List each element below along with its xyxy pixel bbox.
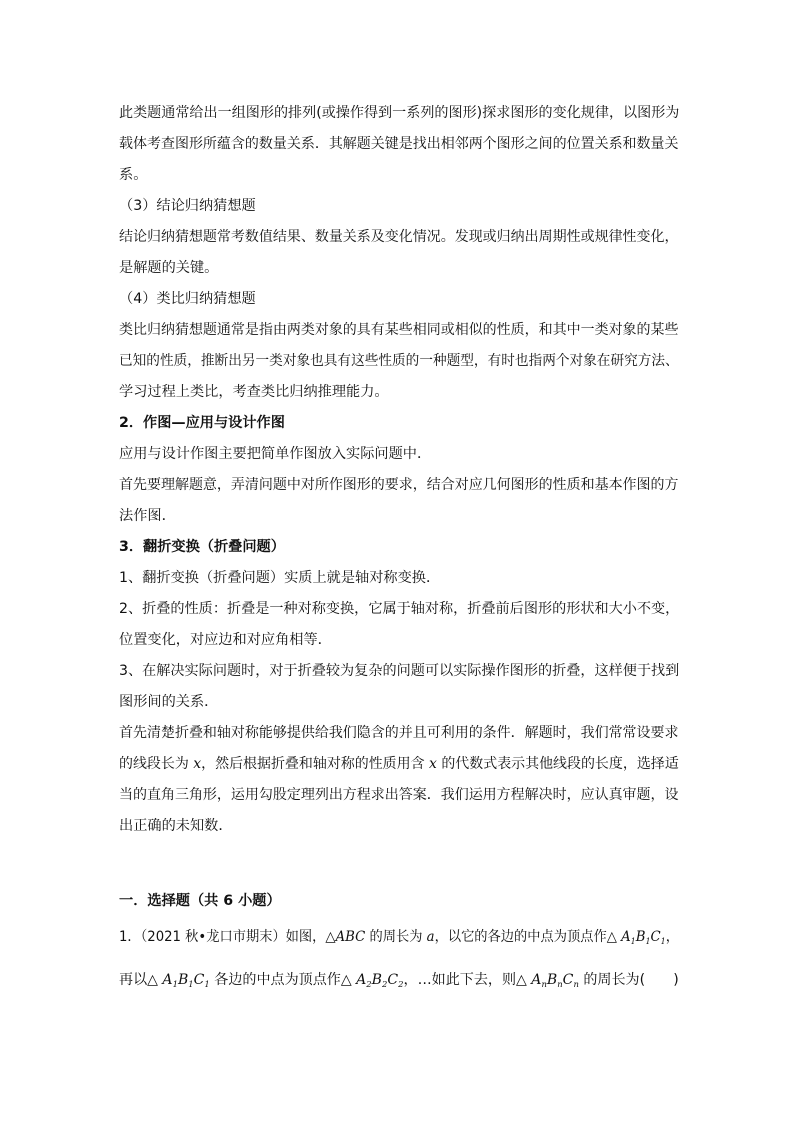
question-1-line-1: 1．（2021 秋•龙口市期末）如图，△ABC 的周长为 a，以它的各边的中点为顶点作△ $A_1B_1C_1$，	[119, 929, 679, 947]
paragraph-line: 图形间的关系．	[119, 694, 219, 710]
paragraph-line-with-variable: 的线段长为 x，然后根据折叠和轴对称的性质用含 x 的代数式表示其他线段的长度，选择适	[119, 756, 679, 772]
heading-2: 2．作图—应用与设计作图	[119, 415, 285, 431]
section-title: 一．选择题（共 6 小题）	[119, 893, 281, 909]
paragraph-line: 1、翻折变换（折叠问题）实质上就是轴对称变换．	[119, 570, 441, 586]
paragraph-line: 结论归纳猜想题常考数值结果、数量关系及变化情况。发现或归纳出周期性或规律性变化，	[119, 229, 679, 245]
paragraph-line: 是解题的关键。	[119, 260, 219, 276]
paragraph-line: 类比归纳猜想题通常是指由两类对象的具有某些相同或相似的性质，和其中一类对象的某些	[119, 322, 679, 338]
paragraph-line: 载体考查图形所蕴含的数量关系．其解题关键是找出相邻两个图形之间的位置关系和数量关	[119, 136, 679, 152]
paragraph-line: 学习过程上类比，考查类比归纳推理能力。	[119, 384, 389, 400]
paragraph-line: 位置变化，对应边和对应角相等．	[119, 632, 332, 648]
question-1-line-2: 再以△ $A_1B_1C_1$ 各边的中点为顶点作△ $A_2B_2C_2$，…如此下去，则△ $A_nB_nC_n$ 的周长为( )	[119, 972, 679, 990]
paragraph-line: 首先要理解题意，弄清问题中对所作图形的要求，结合对应几何图形的性质和基本作图的方	[119, 477, 679, 493]
paragraph-line: 2、折叠的性质：折叠是一种对称变换，它属于轴对称，折叠前后图形的形状和大小不变，	[119, 601, 680, 617]
variable-a: a	[426, 929, 435, 945]
variable-x: x	[429, 756, 437, 772]
paragraph-line: 系。	[119, 167, 148, 183]
heading-3: 3．翻折变换（折叠问题）	[119, 539, 285, 555]
paragraph-line: 3、在解决实际问题时，对于折叠较为复杂的问题可以实际操作图形的折叠，这样便于找到	[119, 663, 680, 679]
paragraph-line: 出正确的未知数．	[119, 818, 233, 834]
paragraph-line: 首先清楚折叠和轴对称能够提供给我们隐含的并且可利用的条件．解题时，我们常常设要求	[119, 725, 679, 741]
paragraph-line: 此类题通常给出一组图形的排列(或操作得到一系列的图形)探求图形的变化规律，以图形为	[119, 105, 680, 121]
paragraph-line: 已知的性质，推断出另一类对象也具有这些性质的一种题型，有时也指两个对象在研究方法、	[119, 353, 679, 369]
paragraph-line: 法作图．	[119, 508, 176, 524]
paragraph-line: 当的直角三角形，运用勾股定理列出方程求出答案．我们运用方程解决时，应认真审题，设	[119, 787, 679, 803]
paragraph-line: 应用与设计作图主要把简单作图放入实际问题中．	[119, 446, 432, 462]
subheading-3: （3）结论归纳猜想题	[119, 198, 256, 214]
subheading-4: （4）类比归纳猜想题	[119, 291, 256, 307]
variable-x: x	[193, 756, 202, 772]
